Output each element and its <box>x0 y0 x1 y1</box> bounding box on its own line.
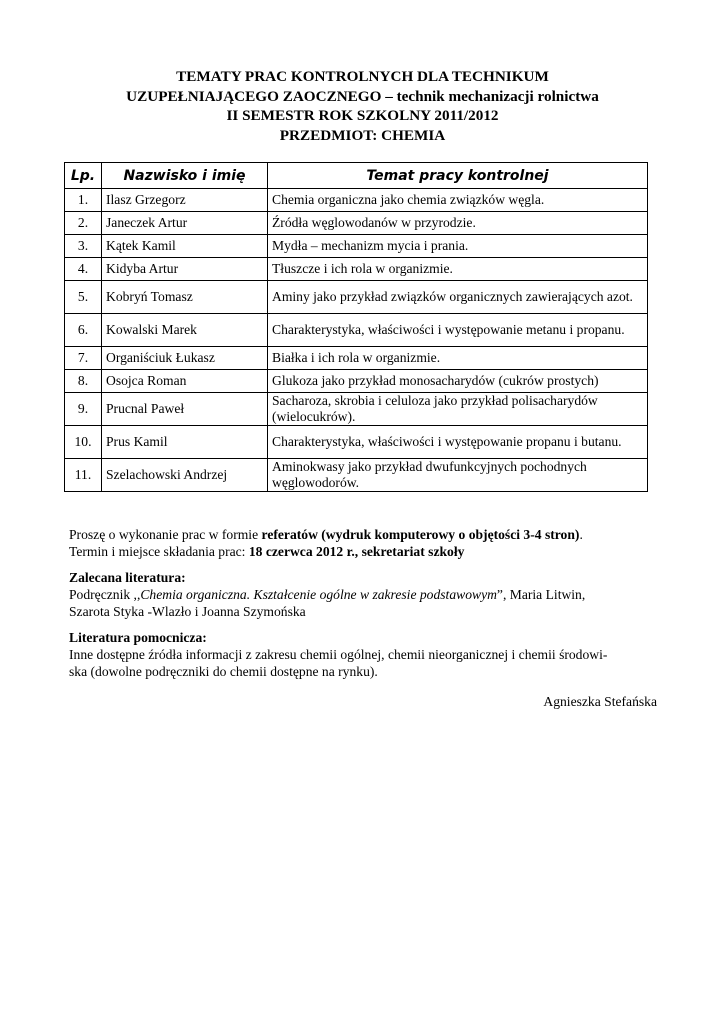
signature: Agnieszka Stefańska <box>543 694 657 709</box>
row-topic: Białka i ich rola w organizmie. <box>268 347 648 370</box>
header-lp: Lp. <box>65 163 102 189</box>
row-topic: Charakterystyka, właściwości i występowanie propanu i butanu. <box>268 426 648 459</box>
row-name: Szelachowski Andrzej <box>102 459 268 492</box>
row-topic: Sacharoza, skrobia i celuloza jako przykład polisacharydów (wielocukrów). <box>268 393 648 426</box>
title-line-2: UZUPEŁNIAJĄCEGO ZAOCZNEGO – technik mechanizacji rolnictwa <box>126 87 599 105</box>
table-row <box>65 393 648 426</box>
table-header-row <box>65 163 648 189</box>
table-row <box>65 347 648 370</box>
row-lp: 3. <box>65 235 102 258</box>
book-title: Chemia organiczna. Kształcenie ogólne w zakresie podstawowym <box>140 587 497 602</box>
row-topic: Aminokwasy jako przykład dwufunkcyjnych pochodnych węglowodorów. <box>268 459 648 492</box>
title-line-1: TEMATY PRAC KONTROLNYCH DLA TECHNIKUM <box>176 68 549 85</box>
row-lp: 6. <box>65 314 102 347</box>
deadline-prefix: Termin i miejsce składania prac: <box>69 544 249 559</box>
row-lp: 7. <box>65 347 102 370</box>
row-topic: Tłuszcze i ich rola w organizmie. <box>268 258 648 281</box>
row-name: Janeczek Artur <box>102 212 268 235</box>
auxiliary-line-2: ska (dowolne podręczniki do chemii dostępne na rynku). <box>69 664 378 679</box>
header-topic: Temat pracy kontrolnej <box>268 163 648 189</box>
row-lp: 10. <box>65 426 102 459</box>
row-lp: 11. <box>65 459 102 492</box>
row-topic: Charakterystyka, właściwości i występowanie metanu i propanu. <box>268 314 648 347</box>
row-name: Kątek Kamil <box>102 235 268 258</box>
table-row <box>65 258 648 281</box>
recommended-authors: Szarota Styka -Wlazło i Joanna Szymońska <box>69 604 306 619</box>
deadline-line <box>69 543 659 560</box>
table-row <box>65 459 648 492</box>
title-line-4: PRZEDMIOT: CHEMIA <box>279 126 446 144</box>
auxiliary-line-1: Inne dostępne źródła informacji z zakresu chemii ogólnej, chemii nieorganicznej i chemii środowi- <box>69 647 608 662</box>
row-topic: Aminy jako przykład związków organicznych zawierających azot. <box>268 281 648 314</box>
topics-table <box>64 162 648 492</box>
table-row <box>65 212 648 235</box>
notes-section <box>69 526 659 680</box>
table-row <box>65 370 648 393</box>
row-topic: Mydła – mechanizm mycia i prania. <box>268 235 648 258</box>
row-lp: 8. <box>65 370 102 393</box>
request-format: referatów (wydruk komputerowy o objętości 3-4 stron) <box>261 527 580 542</box>
table-row <box>65 426 648 459</box>
recommended-book <box>69 586 659 603</box>
row-name: Osojca Roman <box>102 370 268 393</box>
row-name: Prus Kamil <box>102 426 268 459</box>
table-row <box>65 189 648 212</box>
row-lp: 9. <box>65 393 102 426</box>
recommended-heading: Zalecana literatura: <box>69 570 186 585</box>
book-authors-1: ”, Maria Litwin, <box>496 587 586 602</box>
request-line <box>69 526 659 543</box>
row-lp: 4. <box>65 258 102 281</box>
row-name: Prucnal Paweł <box>102 393 268 426</box>
table-row <box>65 235 648 258</box>
request-suffix: . <box>579 527 583 542</box>
row-lp: 5. <box>65 281 102 314</box>
row-name: Ilasz Grzegorz <box>102 189 268 212</box>
title-line-3: II SEMESTR ROK SZKOLNY 2011/2012 <box>226 107 499 124</box>
header-name: Nazwisko i imię <box>102 163 268 189</box>
deadline-date: 18 czerwca 2012 r., sekretariat szkoły <box>248 544 465 559</box>
auxiliary-heading: Literatura pomocnicza: <box>69 630 207 645</box>
table-row <box>65 281 648 314</box>
row-topic: Glukoza jako przykład monosacharydów (cukrów prostych) <box>268 370 648 393</box>
table-row <box>65 314 648 347</box>
request-prefix: Proszę o wykonanie prac w formie <box>69 527 262 542</box>
row-name: Kidyba Artur <box>102 258 268 281</box>
row-topic: Źródła węglowodanów w przyrodzie. <box>268 212 648 235</box>
row-topic: Chemia organiczna jako chemia związków węgla. <box>268 189 648 212</box>
row-name: Kowalski Marek <box>102 314 268 347</box>
row-name: Organiściuk Łukasz <box>102 347 268 370</box>
book-prefix: Podręcznik ,, <box>69 587 141 602</box>
document-title <box>0 67 725 145</box>
row-lp: 2. <box>65 212 102 235</box>
row-name: Kobryń Tomasz <box>102 281 268 314</box>
row-lp: 1. <box>65 189 102 212</box>
